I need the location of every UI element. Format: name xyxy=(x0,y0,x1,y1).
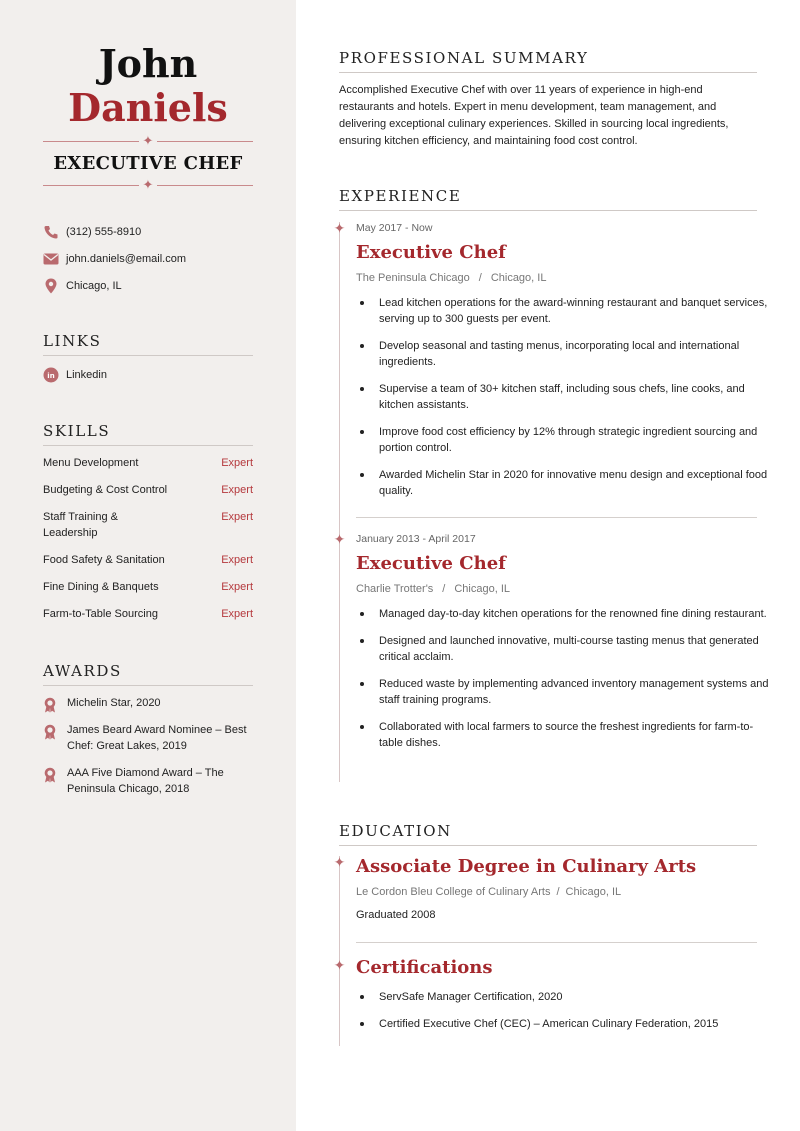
job-role: Executive Chef xyxy=(356,242,506,263)
list-item: Designed and launched innovative, multi-course tasting menus that generated critical acclaim. xyxy=(356,633,771,665)
job-title: EXECUTIVE CHEF xyxy=(53,153,243,174)
skill-level: Expert xyxy=(221,511,253,523)
education-timeline xyxy=(339,856,340,1046)
degree-title: Associate Degree in Culinary Arts xyxy=(356,856,697,877)
email-text[interactable]: john.daniels@email.com xyxy=(66,253,187,265)
svg-text:in: in xyxy=(47,372,55,380)
list-item: Collaborated with local farmers to source the freshest ingredients for farm-to-table dishes. xyxy=(356,719,771,751)
award-ribbon-icon xyxy=(43,767,57,783)
skill-name: Fine Dining & Banquets xyxy=(43,581,159,593)
phone-text[interactable]: (312) 555-8910 xyxy=(66,226,142,238)
links-heading: LINKS xyxy=(43,332,102,350)
education-rule xyxy=(339,845,757,846)
job-role: Executive Chef xyxy=(356,553,506,574)
job-dates: May 2017 - Now xyxy=(356,222,433,234)
list-item: Awarded Michelin Star in 2020 for innovative menu design and exceptional food quality. xyxy=(356,467,771,499)
education-org: Le Cordon Bleu College of Culinary Arts / Chicago, IL xyxy=(356,886,622,898)
job-location: Chicago, IL xyxy=(490,272,547,284)
linkedin-icon xyxy=(43,367,59,383)
location-text: Chicago, IL xyxy=(66,280,122,292)
awards-heading: AWARDS xyxy=(43,662,122,680)
certification-list xyxy=(356,989,771,1043)
skill-name: Staff Training & Leadership xyxy=(43,511,119,539)
summary-rule xyxy=(339,72,757,73)
timeline-star-icon: ✦ xyxy=(333,957,346,973)
job-bullets xyxy=(356,606,771,762)
last-name: Daniels xyxy=(68,85,228,130)
experience-heading: EXPERIENCE xyxy=(339,187,462,205)
timeline-star-icon: ✦ xyxy=(333,220,346,236)
ornament-divider-bottom xyxy=(43,177,253,192)
certifications-title: Certifications xyxy=(356,957,493,978)
list-item: Supervise a team of 30+ kitchen staff, including sous chefs, line cooks, and kitchen assistants. xyxy=(356,381,771,413)
skills-heading: SKILLS xyxy=(43,422,111,440)
list-item: Develop seasonal and tasting menus, incorporating local and international ingredients. xyxy=(356,338,771,370)
job-bullets xyxy=(356,295,771,510)
list-item: Reduced waste by implementing advanced inventory management systems and staff training programs. xyxy=(356,676,771,708)
skill-name: Farm-to-Table Sourcing xyxy=(43,608,158,620)
job-org: The Peninsula Chicago / Chicago, IL xyxy=(356,272,547,284)
school-name: Le Cordon Bleu College of Culinary Arts xyxy=(356,886,551,898)
timeline-star-icon: ✦ xyxy=(333,854,346,870)
job-company: The Peninsula Chicago xyxy=(356,272,470,284)
summary-heading: PROFESSIONAL SUMMARY xyxy=(339,49,589,67)
job-location: Chicago, IL xyxy=(454,583,511,595)
award-ribbon-icon xyxy=(43,697,57,713)
education-divider xyxy=(356,942,757,943)
skill-level: Expert xyxy=(221,457,253,469)
skill-level: Expert xyxy=(221,484,253,496)
award-text: James Beard Award Nominee – Best Chef: Great Lakes, 2019 xyxy=(67,724,247,752)
phone-icon xyxy=(43,225,59,239)
timeline-star-icon: ✦ xyxy=(333,531,346,547)
skill-name: Menu Development xyxy=(43,457,139,469)
job-divider xyxy=(356,517,757,518)
link-label[interactable]: Linkedin xyxy=(66,369,107,381)
skill-name: Budgeting & Cost Control xyxy=(43,484,168,496)
list-item: Lead kitchen operations for the award-winning restaurant and banquet services, serving up to 300 guests per event. xyxy=(356,295,771,327)
job-dates: January 2013 - April 2017 xyxy=(356,533,476,545)
summary-text: Accomplished Executive Chef with over 11 years of experience in high-end restaurants and hotels. Expert in menu development, team management, and delivering exceptional culinary experiences. Skilled in sourcing local ingredients, ensuring kitchen efficiency, and maintaining food cost control. xyxy=(339,84,729,147)
skill-level: Expert xyxy=(221,581,253,593)
first-name: John xyxy=(98,41,198,86)
list-item: Improve food cost efficiency by 12% through strategic ingredient sourcing and portion control. xyxy=(356,424,771,456)
links-rule xyxy=(43,355,253,356)
skill-level: Expert xyxy=(221,554,253,566)
job-company: Charlie Trotter's xyxy=(356,583,434,595)
location-pin-icon xyxy=(43,278,59,294)
award-text: Michelin Star, 2020 xyxy=(67,697,161,709)
award-ribbon-icon xyxy=(43,724,57,740)
experience-rule xyxy=(339,210,757,211)
experience-timeline xyxy=(339,222,340,782)
skill-level: Expert xyxy=(221,608,253,620)
sparkle-icon: ✦ xyxy=(142,177,154,192)
main-content xyxy=(296,0,800,1131)
sparkle-icon: ✦ xyxy=(142,133,154,148)
skills-rule xyxy=(43,445,253,446)
list-item: ServSafe Manager Certification, 2020 xyxy=(356,989,771,1005)
job-org: Charlie Trotter's / Chicago, IL xyxy=(356,583,511,595)
list-item: Certified Executive Chef (CEC) – American Culinary Federation, 2015 xyxy=(356,1016,771,1032)
school-location: Chicago, IL xyxy=(565,886,622,898)
ornament-divider-top xyxy=(43,133,253,148)
skill-name: Food Safety & Sanitation xyxy=(43,554,165,566)
graduation-text: Graduated 2008 xyxy=(356,909,436,921)
awards-rule xyxy=(43,685,253,686)
mail-icon xyxy=(43,252,59,266)
education-heading: EDUCATION xyxy=(339,822,452,840)
award-text: AAA Five Diamond Award – The Peninsula Chicago, 2018 xyxy=(67,767,224,795)
list-item: Managed day-to-day kitchen operations for the renowned fine dining restaurant. xyxy=(356,606,771,622)
sidebar xyxy=(0,0,296,1131)
